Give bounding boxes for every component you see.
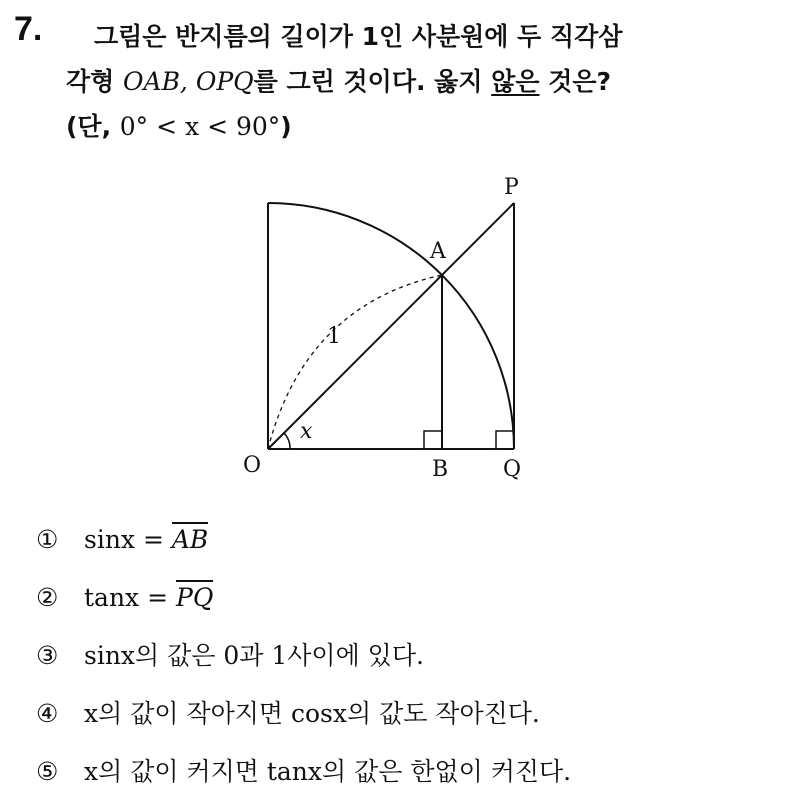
right-angle-mark-B <box>424 431 442 449</box>
triangle-names: OAB, OPQ <box>123 67 254 96</box>
stem-text: 것은? <box>539 67 611 96</box>
segment-overline: PQ <box>176 580 213 612</box>
choice-number: ② <box>36 583 59 612</box>
quarter-circle-figure <box>235 170 555 490</box>
label-P: P <box>504 175 519 200</box>
choice-4[interactable] <box>36 692 571 750</box>
choice-number: ⑤ <box>36 757 59 786</box>
label-angle: x <box>300 419 313 444</box>
choice-3[interactable] <box>36 634 571 692</box>
angle-arc <box>284 433 290 449</box>
label-radius: 1 <box>327 324 341 349</box>
choice-text: x의 값이 커지면 tanx의 값은 한없이 커진다. <box>84 757 572 786</box>
choice-2[interactable] <box>36 576 571 634</box>
stem-text: 각형 <box>66 67 124 96</box>
choice-text: sinx의 값은 0과 1사이에 있다. <box>84 641 424 670</box>
segment-OP <box>268 203 514 449</box>
label-A: A <box>430 239 446 264</box>
right-angle-mark-Q <box>496 431 514 449</box>
question-stem <box>66 14 786 149</box>
choice-number: ③ <box>36 641 59 670</box>
condition-open: (단, <box>66 112 120 141</box>
choice-5[interactable] <box>36 750 571 808</box>
underlined-word: 않은 <box>491 67 540 96</box>
stem-text: 를 그린 것이다. 옳지 <box>253 67 492 96</box>
choice-lhs: sinx = <box>84 525 172 554</box>
choice-lhs: tanx = <box>84 583 176 612</box>
choice-1[interactable] <box>36 518 571 576</box>
angle-condition: 0° < x < 90° <box>119 112 281 141</box>
segment-overline: AB <box>172 522 208 554</box>
choice-text: x의 값이 작아지면 cosx의 값도 작아진다. <box>84 699 540 728</box>
choice-number: ④ <box>36 699 59 728</box>
question-number: 7. <box>14 10 43 48</box>
stem-line-3 <box>66 104 786 149</box>
stem-line-2 <box>66 59 786 104</box>
condition-close: ) <box>280 112 292 141</box>
label-B: B <box>432 457 449 482</box>
label-Q: Q <box>503 457 522 482</box>
choice-number: ① <box>36 525 59 554</box>
stem-line-1: 그림은 반지름의 길이가 1인 사분원에 두 직각삼 <box>94 22 623 51</box>
label-O: O <box>243 453 262 478</box>
answer-choices <box>36 518 571 808</box>
